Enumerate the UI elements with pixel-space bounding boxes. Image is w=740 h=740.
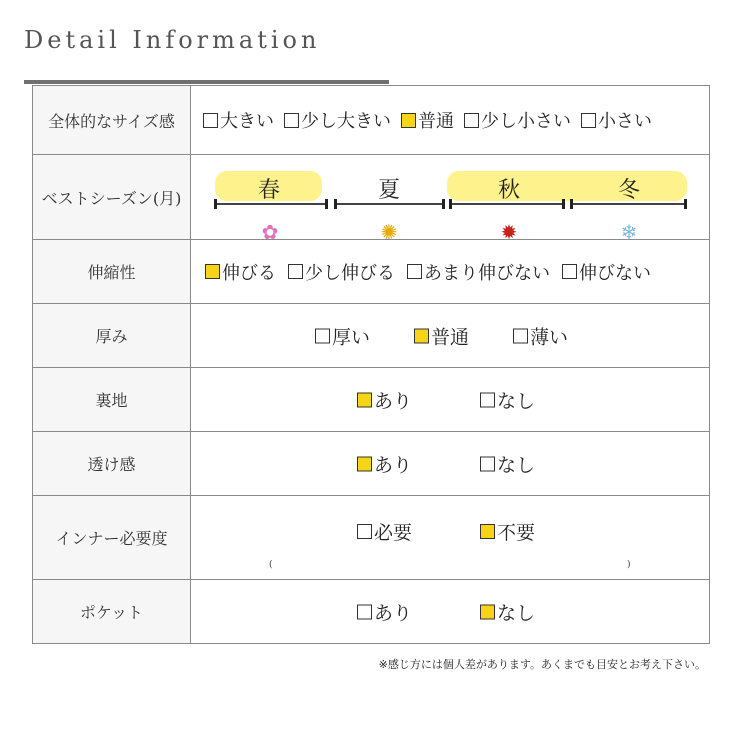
stretch-option-none: 伸びない xyxy=(562,259,651,285)
size-option-slightly-large: 少し大きい xyxy=(284,107,391,133)
section-title: Detail Information xyxy=(24,26,321,54)
size-option-large: 大きい xyxy=(203,107,274,133)
checkbox-empty xyxy=(357,604,372,619)
detail-table xyxy=(32,85,710,644)
checkbox-empty xyxy=(480,456,495,471)
autumn-winter-highlight xyxy=(447,171,687,201)
row-label-lining: 裏地 xyxy=(33,368,191,431)
checkbox-empty xyxy=(464,113,479,128)
checkbox-empty xyxy=(480,392,495,407)
row-thickness xyxy=(33,303,709,367)
paren-open: ( xyxy=(269,560,273,570)
thickness-option-thin: 薄い xyxy=(513,322,568,349)
season-summer: 夏 xyxy=(377,178,400,203)
thickness-option-thick: 厚い xyxy=(315,322,370,349)
season-winter: 冬 xyxy=(617,178,640,203)
paren-close: ) xyxy=(627,560,631,570)
checkbox-empty xyxy=(315,328,330,343)
season-spring: 春 xyxy=(257,178,280,203)
maple-leaf-icon: ✹ xyxy=(500,220,518,244)
row-label-sheer: 透け感 xyxy=(33,432,191,495)
row-label-season: ベストシーズン(月) xyxy=(33,155,191,239)
season-tick xyxy=(562,199,565,209)
sunflower-icon: ✺ xyxy=(380,220,398,244)
checkbox-checked xyxy=(357,456,372,471)
pocket-option-no: なし xyxy=(480,598,535,625)
checkbox-empty xyxy=(203,113,218,128)
checkbox-empty xyxy=(562,264,577,279)
checkbox-empty xyxy=(288,264,303,279)
row-lining xyxy=(33,367,709,431)
season-line-4 xyxy=(571,203,686,205)
size-option-normal: 普通 xyxy=(401,107,454,133)
flower-icon: ✿ xyxy=(261,220,279,244)
row-sheer xyxy=(33,431,709,495)
lining-option-yes: あり xyxy=(357,386,412,413)
lining-option-no: なし xyxy=(480,386,535,413)
sheer-options xyxy=(191,432,709,495)
snowflake-icon: ❄ xyxy=(620,220,638,244)
season-tick xyxy=(325,199,328,209)
row-label-stretch: 伸縮性 xyxy=(33,240,191,303)
season-tick xyxy=(214,199,217,209)
checkbox-checked xyxy=(480,604,495,619)
checkbox-empty xyxy=(513,328,528,343)
row-season xyxy=(33,154,709,244)
size-option-small: 小さい xyxy=(581,107,652,133)
season-tick xyxy=(449,199,452,209)
checkbox-empty xyxy=(407,264,422,279)
stretch-option-slightly: 少し伸びる xyxy=(288,259,395,285)
row-label-size: 全体的なサイズ感 xyxy=(33,86,191,154)
checkbox-checked xyxy=(480,524,495,539)
lining-options xyxy=(191,368,709,431)
row-label-inner: インナー必要度 xyxy=(33,496,191,579)
title-underline xyxy=(24,80,389,84)
checkbox-checked xyxy=(205,264,220,279)
row-size xyxy=(33,86,709,154)
checkbox-checked xyxy=(401,113,416,128)
season-tick xyxy=(684,199,687,209)
checkbox-empty xyxy=(357,524,372,539)
row-label-pocket: ポケット xyxy=(33,580,191,643)
thickness-options xyxy=(191,304,709,367)
season-tick xyxy=(442,199,445,209)
checkbox-empty xyxy=(581,113,596,128)
stretch-options xyxy=(191,240,709,303)
inner-option-not-required: 不要 xyxy=(480,518,535,545)
season-line-2 xyxy=(335,203,444,205)
season-line-3 xyxy=(449,203,564,205)
sheer-option-no: なし xyxy=(480,450,535,477)
stretch-option-barely: あまり伸びない xyxy=(407,259,550,285)
row-pocket xyxy=(33,579,709,643)
inner-option-required: 必要 xyxy=(357,518,412,545)
footnote: ※感じ方には個人差があります。あくまでも目安とお考え下さい。 xyxy=(378,658,706,671)
thickness-option-normal: 普通 xyxy=(414,322,469,349)
size-option-slightly-small: 少し小さい xyxy=(464,107,571,133)
pocket-options xyxy=(191,580,709,643)
stretch-option-stretches: 伸びる xyxy=(205,259,276,285)
row-inner xyxy=(33,495,709,579)
season-autumn: 秋 xyxy=(497,178,520,203)
season-line-1 xyxy=(215,203,328,205)
inner-options xyxy=(191,496,709,579)
checkbox-empty xyxy=(284,113,299,128)
season-chart xyxy=(191,155,709,244)
sheer-option-yes: あり xyxy=(357,450,412,477)
checkbox-checked xyxy=(357,392,372,407)
row-label-thickness: 厚み xyxy=(33,304,191,367)
size-options xyxy=(191,86,709,154)
season-tick xyxy=(570,199,573,209)
section-header xyxy=(24,26,320,54)
pocket-option-yes: あり xyxy=(357,598,412,625)
season-tick xyxy=(334,199,337,209)
row-stretch xyxy=(33,239,709,303)
checkbox-checked xyxy=(414,328,429,343)
